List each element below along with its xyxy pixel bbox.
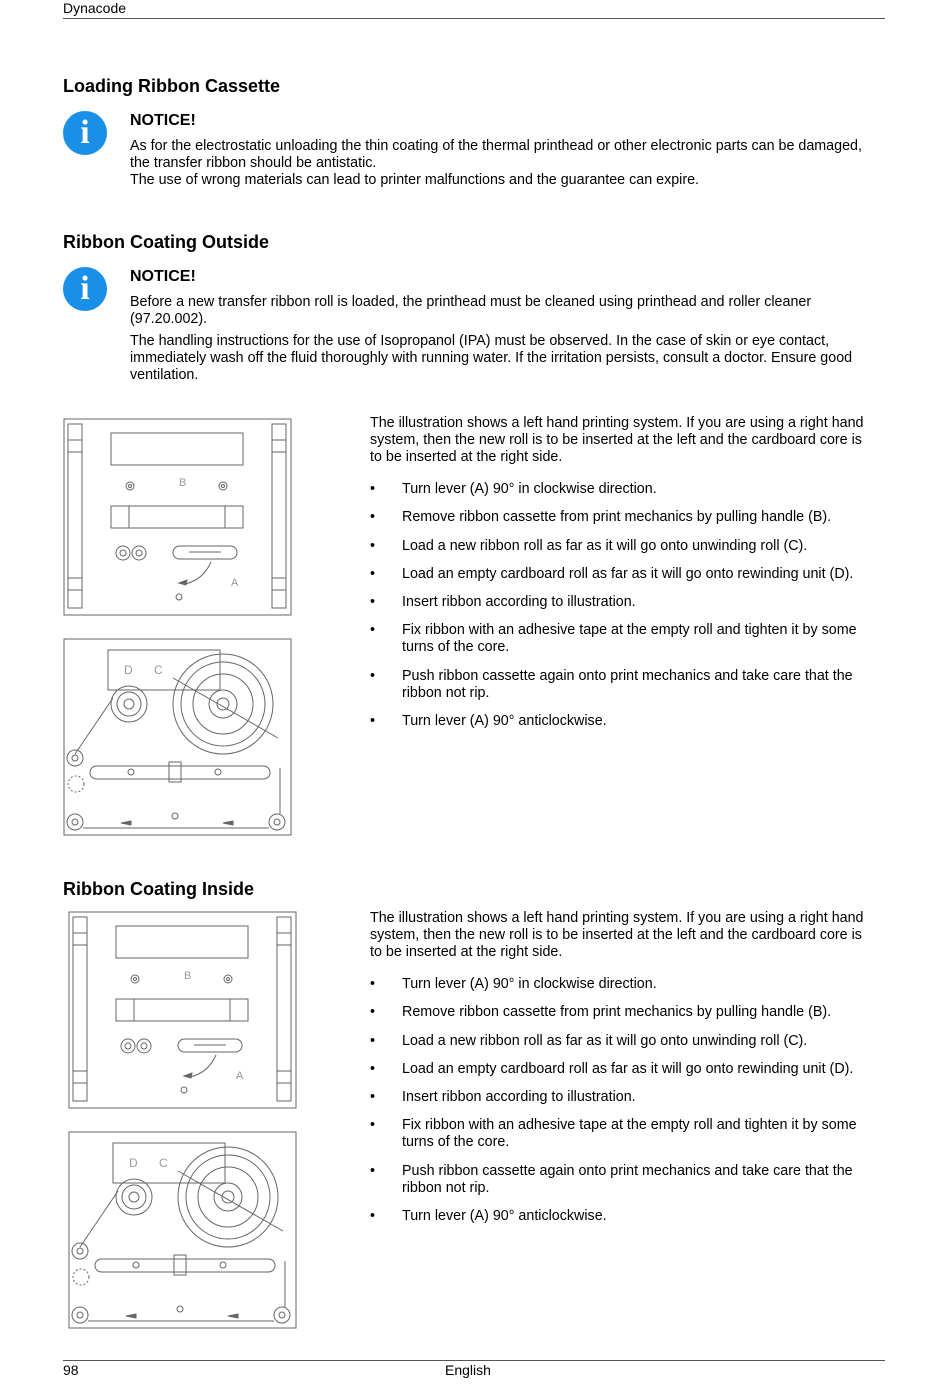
cassette-top-illustration xyxy=(63,418,293,618)
list-item: • Push ribbon cassette again onto print mechanics and take care that the ribbon not rip. xyxy=(370,668,875,702)
notice-line: The use of wrong materials can lead to printer malfunctions and the guarantee can expire. xyxy=(130,172,700,188)
notice-title: NOTICE! xyxy=(130,112,196,129)
instructions-inside xyxy=(370,910,875,1236)
list-item: • Push ribbon cassette again onto print mechanics and take care that the ribbon not rip. xyxy=(370,1163,875,1197)
label-c: C xyxy=(159,1156,168,1170)
intro-text: The illustration shows a left hand printing system. If you are using a right hand system, then the new roll is to be inserted at the left and the cardboard core is to be inserted at the right side. xyxy=(370,415,864,465)
list-item: • Remove ribbon cassette from print mechanics by pulling handle (B). xyxy=(370,1004,875,1021)
list-item: • Fix ribbon with an adhesive tape at the empty roll and tighten it by some turns of the core. xyxy=(370,1117,875,1151)
list-item: • Fix ribbon with an adhesive tape at the empty roll and tighten it by some turns of the core. xyxy=(370,622,875,656)
section-title-loading: Loading Ribbon Cassette xyxy=(63,76,281,96)
list-item: • Turn lever (A) 90° anticlockwise. xyxy=(370,1208,875,1225)
ribbon-path-inside-illustration xyxy=(68,1131,298,1331)
notice-line: Before a new transfer ribbon roll is loaded, the printhead must be cleaned using printhead and roller cleaner (97.20.002). xyxy=(130,294,812,327)
section-title-inside: Ribbon Coating Inside xyxy=(63,879,254,899)
ribbon-path-outside-illustration xyxy=(63,638,293,838)
list-item: • Load a new ribbon roll as far as it will go onto unwinding roll (C). xyxy=(370,538,875,555)
list-item: • Insert ribbon according to illustration. xyxy=(370,1089,875,1106)
info-icon: i xyxy=(63,111,107,155)
steps-list xyxy=(370,976,875,1225)
label-a: A xyxy=(236,1070,244,1082)
notice-title: NOTICE! xyxy=(130,268,196,285)
list-item: • Load an empty cardboard roll as far as it will go onto rewinding unit (D). xyxy=(370,1061,875,1078)
list-item: • Load a new ribbon roll as far as it will go onto unwinding roll (C). xyxy=(370,1033,875,1050)
label-d: D xyxy=(124,663,133,677)
intro-text: The illustration shows a left hand printing system. If you are using a right hand system, then the new roll is to be inserted at the left and the cardboard core is to be inserted at the right side. xyxy=(370,910,864,960)
list-item: • Remove ribbon cassette from print mechanics by pulling handle (B). xyxy=(370,509,875,526)
list-item: • Turn lever (A) 90° anticlockwise. xyxy=(370,713,875,730)
notice-line: The handling instructions for the use of Isopropanol (IPA) must be observed. In the case of skin or eye contact, immediately wash off the fluid thoroughly with running water. If the irritation persists, consult a doctor. Ensure good ventilation. xyxy=(130,333,853,383)
steps-list xyxy=(370,481,875,730)
running-header: Dynacode xyxy=(63,0,127,16)
footer-language: English xyxy=(445,1362,491,1378)
label-c: C xyxy=(154,663,163,677)
cassette-top-illustration xyxy=(68,911,298,1111)
list-item: • Turn lever (A) 90° in clockwise direction. xyxy=(370,481,875,498)
notice-text-outside xyxy=(130,294,875,384)
section-title-outside: Ribbon Coating Outside xyxy=(63,232,269,252)
list-item: • Load an empty cardboard roll as far as it will go onto rewinding unit (D). xyxy=(370,566,875,583)
label-a: A xyxy=(231,577,239,589)
instructions-outside xyxy=(370,415,875,741)
label-b: B xyxy=(184,970,192,982)
footer-rule xyxy=(63,1360,885,1361)
header-rule xyxy=(63,18,885,19)
page-number: 98 xyxy=(63,1362,79,1378)
list-item: • Insert ribbon according to illustration. xyxy=(370,594,875,611)
label-b: B xyxy=(179,477,187,489)
notice-text-loading xyxy=(130,138,875,189)
list-item: • Turn lever (A) 90° in clockwise direction. xyxy=(370,976,875,993)
label-d: D xyxy=(129,1156,138,1170)
info-icon: i xyxy=(63,267,107,311)
notice-line: As for the electrostatic unloading the thin coating of the thermal printhead or other electronic parts can be damaged, the transfer ribbon should be antistatic. xyxy=(130,138,862,171)
